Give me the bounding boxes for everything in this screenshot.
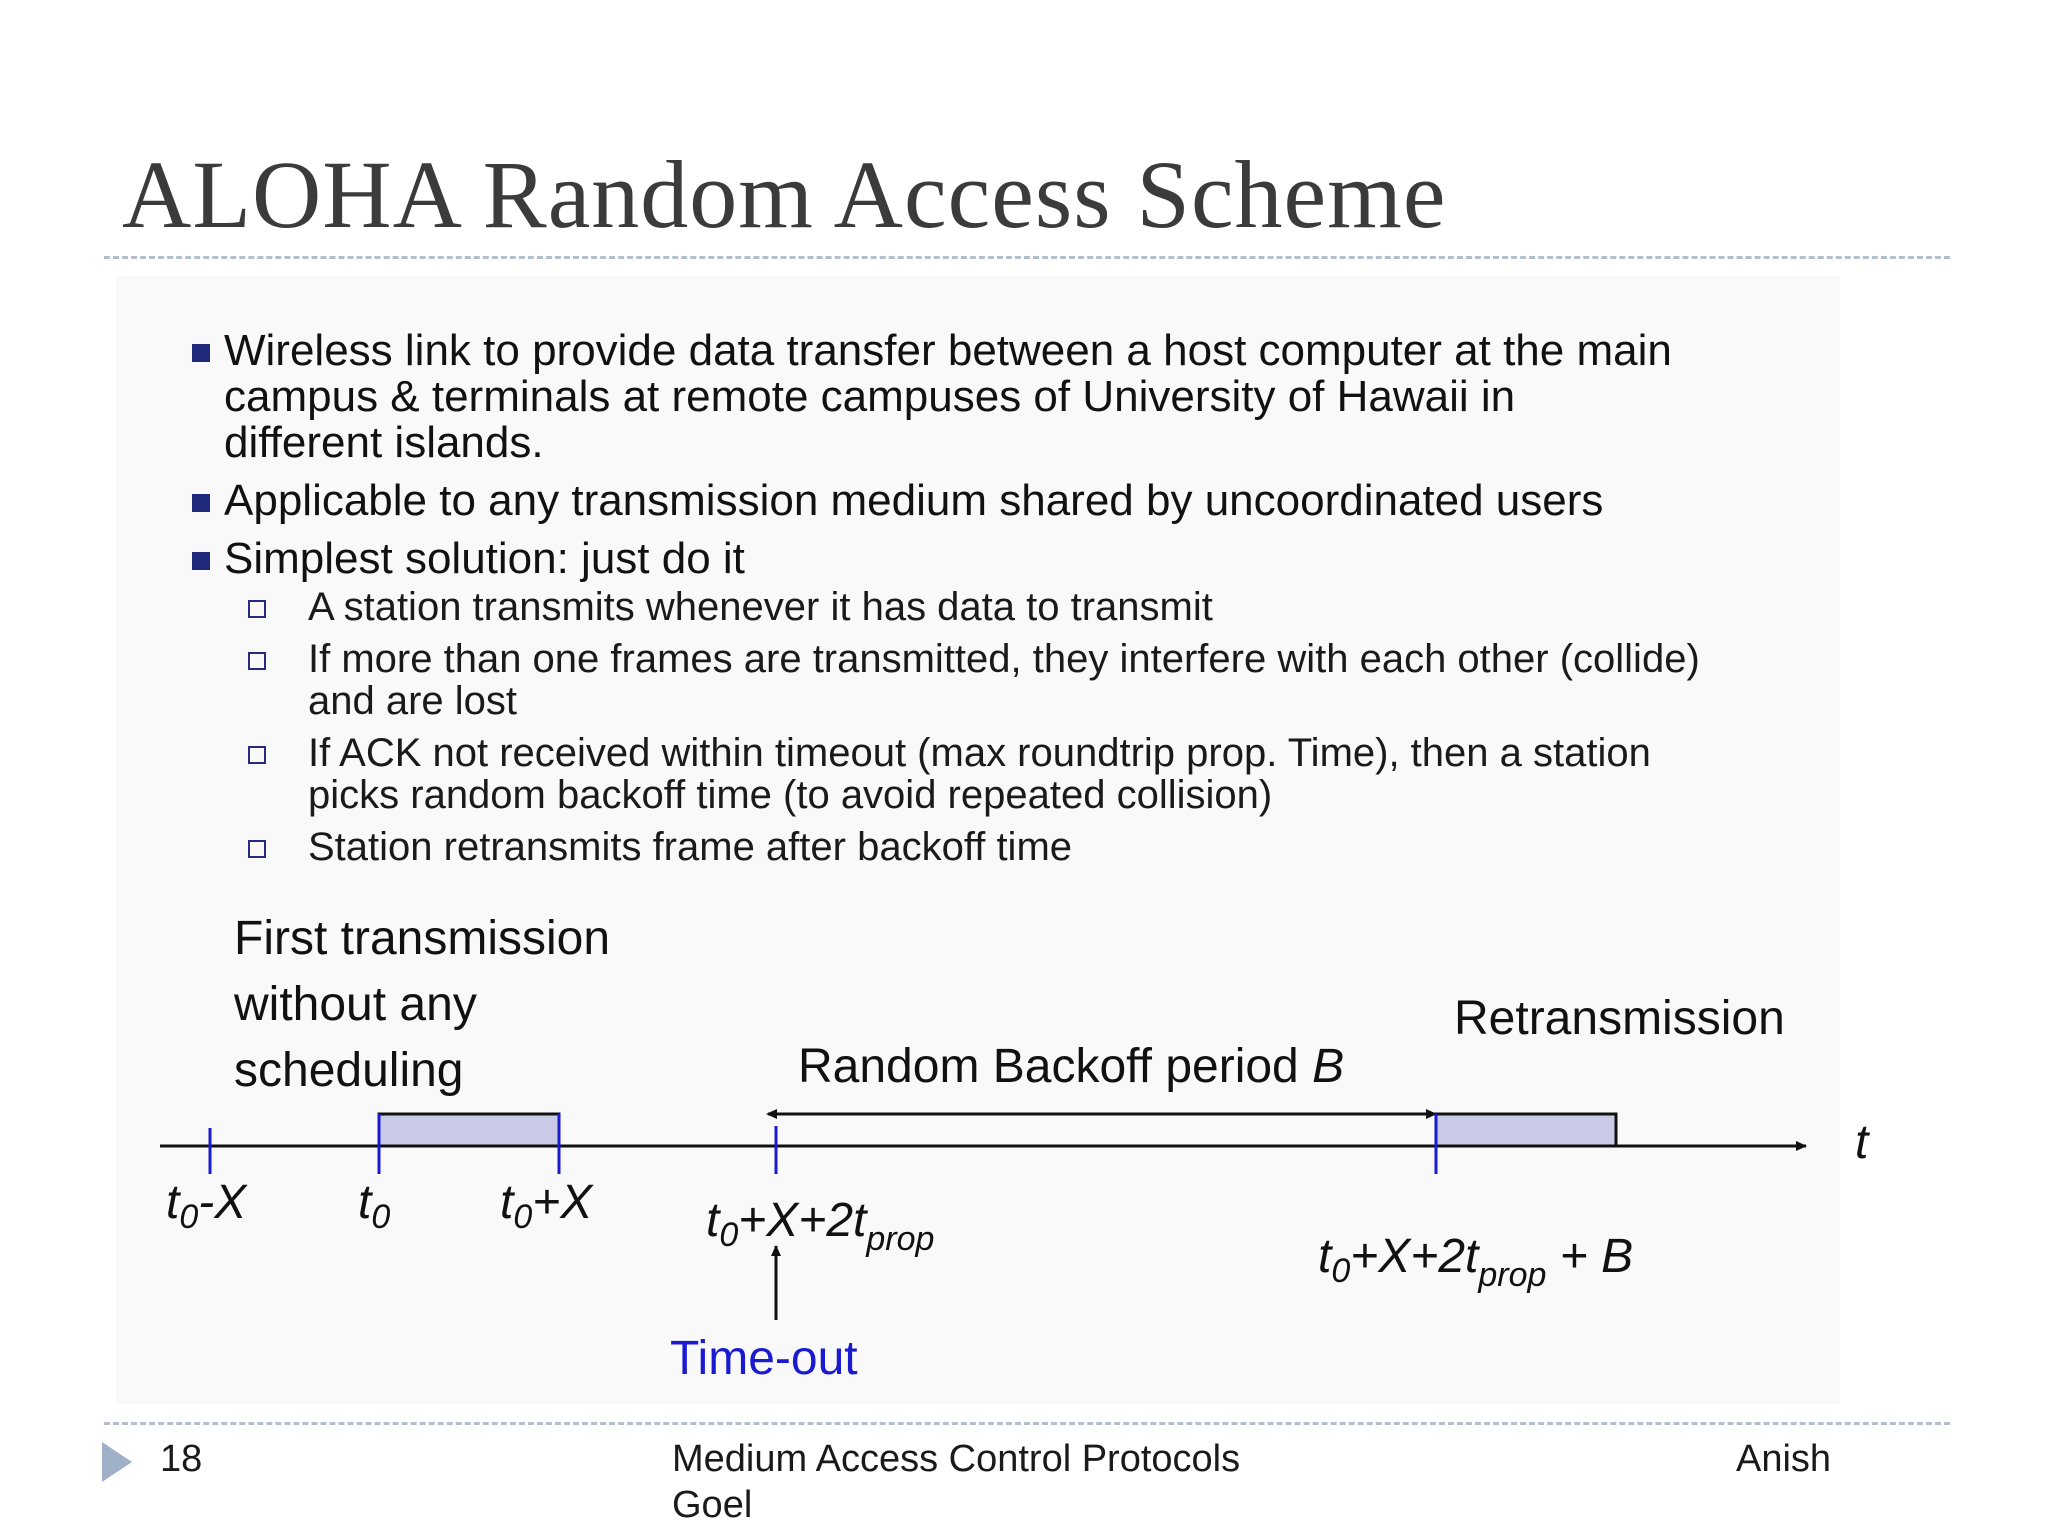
backoff-label-text: Random Backoff period — [798, 1040, 1313, 1093]
retransmission-frame-box — [1436, 1114, 1616, 1146]
first-frame-box — [379, 1114, 559, 1146]
bullet-line: different islands. — [224, 418, 544, 467]
sub-bullet-line: and are lost — [308, 679, 518, 723]
tick-label-t0-plus-x: $t_0+X$ — [500, 1176, 593, 1236]
sub-bullet-line: If more than one frames are transmitted, they interfere with each other (collide) — [308, 637, 1700, 681]
first-transmission-label: First transmission — [234, 912, 611, 965]
tick-label-timeout: $t_0+X+2t_{prop}$ — [706, 1194, 935, 1258]
tick-label-retransmission: $t_0+X+2t_{prop} + B$ — [1318, 1230, 1634, 1294]
bullet-line: Applicable to any transmission medium shared by uncoordinated users — [224, 476, 1604, 525]
footer-divider — [104, 1422, 1950, 1425]
backoff-label — [798, 1040, 1344, 1093]
play-triangle-icon — [100, 1440, 134, 1484]
footer-author: Anish — [1736, 1438, 1832, 1480]
time-axis-label: t — [1855, 1116, 1869, 1169]
bullet-line: Simplest solution: just do it — [224, 534, 745, 583]
sub-bullet-line: picks random backoff time (to avoid repeated collision) — [308, 773, 1273, 817]
tick-label-t0: $t_0$ — [358, 1176, 391, 1236]
tick-label-t0-minus-x: $t_0-X$ — [166, 1176, 247, 1236]
sub-bullet-line: Station retransmits frame after backoff time — [308, 825, 1073, 869]
bullet-line: campus & terminals at remote campuses of University of Hawaii in — [224, 372, 1516, 421]
retransmission-label: Retransmission — [1454, 992, 1785, 1045]
footer-title: Medium Access Control Protocols — [672, 1438, 1241, 1480]
sub-bullet-line: If ACK not received within timeout (max roundtrip prop. Time), then a station — [308, 731, 1651, 775]
slide-title: ALOHA Random Access Scheme — [122, 141, 1447, 248]
page-number: 18 — [160, 1438, 203, 1480]
first-transmission-label: without any — [234, 978, 477, 1031]
first-transmission-label: scheduling — [234, 1044, 464, 1097]
backoff-label-var: B — [1312, 1040, 1345, 1093]
footer-title-continued: Goel — [672, 1484, 753, 1526]
timeout-label: Time-out — [670, 1332, 858, 1385]
bullet-line: Wireless link to provide data transfer between a host computer at the main — [224, 326, 1672, 375]
sub-bullet-line: A station transmits whenever it has data to transmit — [308, 585, 1213, 629]
